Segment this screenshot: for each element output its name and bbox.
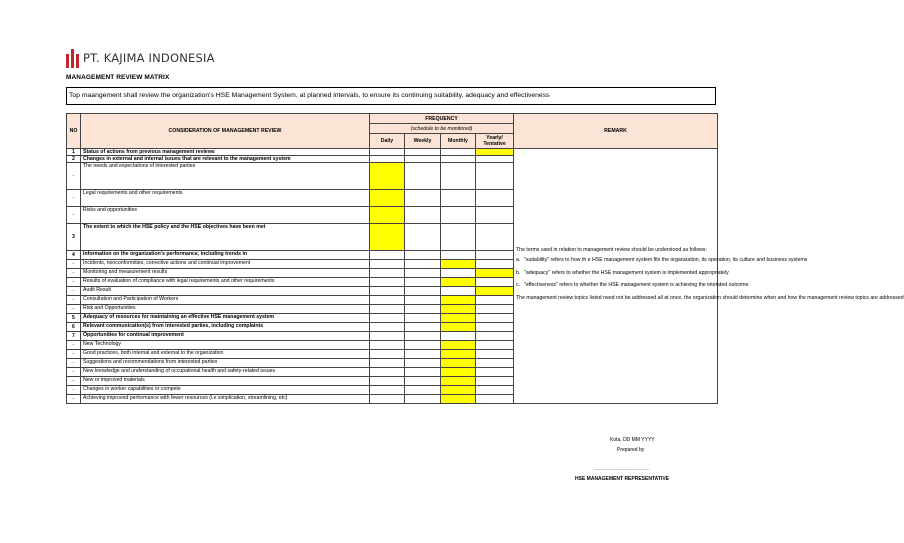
frequency-cell-daily <box>370 207 405 224</box>
frequency-cell-yearly <box>476 149 514 156</box>
frequency-cell-monthly <box>441 149 476 156</box>
row-consideration: Legal requirements and other requirements <box>81 190 370 207</box>
frequency-cell-daily <box>370 296 405 305</box>
header-weekly: Weekly <box>405 134 441 149</box>
remark-item-letter: c. <box>516 282 521 289</box>
row-consideration: Suggestions and recommendations from interested parties <box>81 359 370 368</box>
frequency-cell-daily <box>370 251 405 260</box>
row-consideration: Risk and Opportunities <box>81 305 370 314</box>
frequency-cell-weekly <box>405 260 441 269</box>
frequency-cell-daily <box>370 332 405 341</box>
row-number: - <box>67 350 81 359</box>
remark-note: The management review topics listed need not be addressed all at once, the organization should determine when and how the management review topics are addressed <box>516 294 904 301</box>
frequency-cell-yearly <box>476 359 514 368</box>
frequency-cell-yearly <box>476 368 514 377</box>
frequency-cell-daily <box>370 190 405 207</box>
row-number: 4 <box>67 251 81 260</box>
frequency-cell-daily <box>370 260 405 269</box>
remark-item-letter: b. <box>516 269 521 276</box>
frequency-cell-weekly <box>405 341 441 350</box>
frequency-cell-yearly <box>476 395 514 404</box>
frequency-cell-daily <box>370 278 405 287</box>
row-consideration: Incidents, nonconformities, corrective actions and continual improvement <box>81 260 370 269</box>
header-frequency-sub: (schedule to be monitored) <box>370 124 514 134</box>
frequency-cell-weekly <box>405 190 441 207</box>
row-consideration: Results of evaluation of compliance with legal requirements and other requirements <box>81 278 370 287</box>
frequency-cell-yearly <box>476 190 514 207</box>
row-number: - <box>67 207 81 224</box>
row-number: - <box>67 359 81 368</box>
row-number: 7 <box>67 332 81 341</box>
row-number: - <box>67 305 81 314</box>
frequency-cell-weekly <box>405 350 441 359</box>
row-consideration: Achieving improved performance with fewer resources (i.e simplication, streamlining, etc) <box>81 395 370 404</box>
row-consideration: Audit Result <box>81 287 370 296</box>
frequency-cell-yearly <box>476 278 514 287</box>
signatory-role: HSE MANAGEMENT REPRESENTATIVE <box>575 476 669 482</box>
remark-item <box>516 257 808 264</box>
frequency-cell-yearly <box>476 260 514 269</box>
frequency-cell-monthly <box>441 386 476 395</box>
header-yearly: Yearly/ Tentative <box>476 134 514 149</box>
row-number: - <box>67 341 81 350</box>
frequency-cell-daily <box>370 386 405 395</box>
frequency-cell-yearly <box>476 156 514 163</box>
remark-item-text: "suitability" refers to how th e HSE management system fits the organization, its operation, its culture and business systems <box>524 257 808 264</box>
frequency-cell-weekly <box>405 314 441 323</box>
remark-item <box>516 269 729 276</box>
frequency-cell-monthly <box>441 341 476 350</box>
frequency-cell-monthly <box>441 207 476 224</box>
frequency-cell-monthly <box>441 350 476 359</box>
header-monthly: Monthly <box>441 134 476 149</box>
frequency-cell-daily <box>370 323 405 332</box>
frequency-cell-weekly <box>405 278 441 287</box>
row-consideration: Adequacy of resources for maintaining an effective HSE management system <box>81 314 370 323</box>
header-daily: Daily <box>370 134 405 149</box>
frequency-cell-monthly <box>441 260 476 269</box>
remark-cell <box>514 149 904 404</box>
frequency-cell-monthly <box>441 269 476 278</box>
frequency-cell-daily <box>370 377 405 386</box>
place-date: Kota, DD MM YYYY <box>610 437 655 443</box>
frequency-cell-daily <box>370 287 405 296</box>
row-consideration: The extent to which the HSE policy and the HSE objectives have been met <box>81 224 370 251</box>
frequency-cell-weekly <box>405 251 441 260</box>
frequency-cell-monthly <box>441 296 476 305</box>
header-consideration: CONSIDERATION OF MANAGEMENT REVIEW <box>81 114 370 149</box>
frequency-cell-daily <box>370 224 405 251</box>
row-number: 3 <box>67 224 81 251</box>
frequency-cell-daily <box>370 269 405 278</box>
frequency-cell-daily <box>370 163 405 190</box>
header-no: NO <box>67 114 81 149</box>
frequency-cell-monthly <box>441 377 476 386</box>
prepared-by: Prepared by <box>617 447 645 453</box>
row-consideration: Relevant communication(s) from interested parties, including complaints <box>81 323 370 332</box>
frequency-cell-yearly <box>476 323 514 332</box>
row-number: 6 <box>67 323 81 332</box>
header-frequency: FREQUENCY <box>370 114 514 124</box>
row-consideration: Risks and opportunities <box>81 207 370 224</box>
row-consideration: Good practices, both internal and external to the organization <box>81 350 370 359</box>
row-consideration: Status of actions from previous management reviews <box>81 149 370 156</box>
frequency-cell-yearly <box>476 287 514 296</box>
frequency-cell-weekly <box>405 368 441 377</box>
kajima-logo-icon <box>66 49 81 68</box>
frequency-cell-yearly <box>476 341 514 350</box>
frequency-cell-yearly <box>476 350 514 359</box>
frequency-cell-yearly <box>476 163 514 190</box>
frequency-cell-weekly <box>405 323 441 332</box>
header-remark: REMARK <box>514 114 718 149</box>
frequency-cell-monthly <box>441 251 476 260</box>
frequency-cell-monthly <box>441 323 476 332</box>
frequency-cell-yearly <box>476 386 514 395</box>
frequency-cell-monthly <box>441 314 476 323</box>
frequency-cell-yearly <box>476 207 514 224</box>
row-number: - <box>67 260 81 269</box>
frequency-cell-weekly <box>405 207 441 224</box>
frequency-cell-weekly <box>405 156 441 163</box>
frequency-cell-weekly <box>405 224 441 251</box>
frequency-cell-daily <box>370 305 405 314</box>
frequency-cell-monthly <box>441 278 476 287</box>
frequency-cell-monthly <box>441 332 476 341</box>
document-title: MANAGEMENT REVIEW MATRIX <box>66 74 170 81</box>
logo-text: PT. KAJIMA INDONESIA <box>83 51 215 65</box>
frequency-cell-weekly <box>405 269 441 278</box>
frequency-cell-weekly <box>405 395 441 404</box>
row-number: 1 <box>67 149 81 156</box>
frequency-cell-daily <box>370 156 405 163</box>
row-consideration: Consultation and Participation of Workers <box>81 296 370 305</box>
row-number: - <box>67 163 81 190</box>
table-body <box>67 149 904 404</box>
frequency-cell-weekly <box>405 287 441 296</box>
frequency-cell-weekly <box>405 386 441 395</box>
row-number: - <box>67 190 81 207</box>
row-consideration: Opportunities for continual improvement <box>81 332 370 341</box>
frequency-cell-weekly <box>405 149 441 156</box>
frequency-cell-yearly <box>476 332 514 341</box>
frequency-cell-monthly <box>441 368 476 377</box>
frequency-cell-yearly <box>476 269 514 278</box>
row-number: - <box>67 377 81 386</box>
frequency-cell-monthly <box>441 163 476 190</box>
remark-item-letter: a. <box>516 257 521 264</box>
frequency-cell-weekly <box>405 359 441 368</box>
row-consideration: New or improved materials <box>81 377 370 386</box>
frequency-cell-yearly <box>476 251 514 260</box>
table-row <box>67 149 718 156</box>
row-number: 2 <box>67 156 81 163</box>
frequency-cell-monthly <box>441 395 476 404</box>
frequency-cell-weekly <box>405 163 441 190</box>
row-consideration: Information on the organization's performance, including trends in <box>81 251 370 260</box>
management-review-table <box>66 113 904 404</box>
row-consideration: New knowledge and understanding of occupational health and safety-related issues <box>81 368 370 377</box>
frequency-cell-monthly <box>441 359 476 368</box>
row-number: - <box>67 269 81 278</box>
remark-item-text: "effectiveness" refers to whether the HSE management system is achieving the intended outcome <box>524 282 749 289</box>
row-number: - <box>67 278 81 287</box>
frequency-cell-daily <box>370 350 405 359</box>
row-number: - <box>67 287 81 296</box>
frequency-cell-daily <box>370 341 405 350</box>
frequency-cell-weekly <box>405 377 441 386</box>
frequency-cell-daily <box>370 368 405 377</box>
row-number: - <box>67 296 81 305</box>
frequency-cell-monthly <box>441 224 476 251</box>
frequency-cell-yearly <box>476 296 514 305</box>
row-consideration: New Technology <box>81 341 370 350</box>
frequency-cell-monthly <box>441 156 476 163</box>
row-number: - <box>67 386 81 395</box>
frequency-cell-yearly <box>476 224 514 251</box>
row-consideration: The needs and expectations of interested parties <box>81 163 370 190</box>
row-consideration: Changes in external and internal issues that are relevant to the management system <box>81 156 370 163</box>
frequency-cell-daily <box>370 314 405 323</box>
row-number: - <box>67 368 81 377</box>
frequency-cell-monthly <box>441 305 476 314</box>
frequency-cell-weekly <box>405 332 441 341</box>
remark-intro: The terms used in relation to management review should be understood as follows: <box>516 246 707 253</box>
frequency-cell-daily <box>370 359 405 368</box>
row-number: - <box>67 395 81 404</box>
remark-item-text: "adequacy" refers to whether the HSE management system is implemented appropriately <box>524 269 729 276</box>
frequency-cell-weekly <box>405 305 441 314</box>
frequency-cell-daily <box>370 395 405 404</box>
frequency-cell-monthly <box>441 287 476 296</box>
frequency-cell-daily <box>370 149 405 156</box>
signature-line: …………………………… <box>594 466 649 472</box>
frequency-cell-yearly <box>476 377 514 386</box>
company-logo <box>66 48 215 68</box>
frequency-cell-monthly <box>441 190 476 207</box>
frequency-cell-yearly <box>476 314 514 323</box>
row-consideration: Changes in worker capabilities or compete <box>81 386 370 395</box>
remark-item <box>516 282 749 289</box>
frequency-cell-yearly <box>476 305 514 314</box>
frequency-cell-weekly <box>405 296 441 305</box>
row-number: 5 <box>67 314 81 323</box>
row-consideration: Monitoring and measurement results <box>81 269 370 278</box>
intro-statement: Top maangement shall review the organization's HSE Management System, at planned intervals, to ensure its continuing suitability, adequacy and effectiveness <box>66 87 716 105</box>
